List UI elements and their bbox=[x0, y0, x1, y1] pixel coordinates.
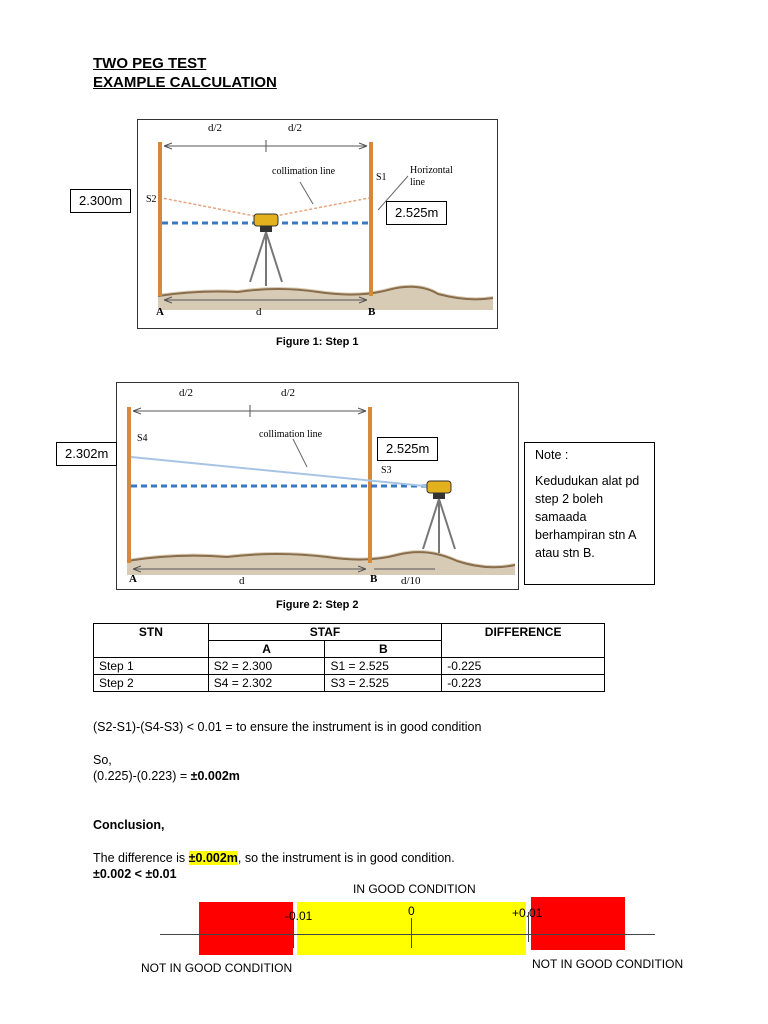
fig2-dim-right: d/2 bbox=[281, 387, 296, 399]
calc-result: ±0.002m bbox=[190, 769, 240, 783]
figure-2 bbox=[116, 382, 519, 590]
comparison-text: ±0.002 < ±0.01 bbox=[93, 867, 177, 881]
fig1-horizontal-label-2: line bbox=[410, 177, 425, 188]
note-line: step 2 boleh bbox=[535, 492, 604, 506]
figure-2-diagram bbox=[117, 383, 518, 589]
header-staf: STAF bbox=[208, 624, 442, 641]
cell-b: S1 = 2.525 bbox=[325, 658, 442, 675]
title-line-2: EXAMPLE CALCULATION bbox=[93, 74, 277, 91]
fig1-callout-left: 2.300m bbox=[70, 189, 131, 213]
tick-zero-label: 0 bbox=[408, 904, 415, 918]
calc-prefix: (0.225)-(0.223) = bbox=[93, 769, 191, 783]
bad-condition-label-left: NOT IN GOOD CONDITION bbox=[141, 961, 293, 975]
tick-neg-label: -0.01 bbox=[285, 909, 313, 923]
tick-pos-label: +0.01 bbox=[512, 906, 543, 920]
conclusion-heading: Conclusion, bbox=[93, 818, 165, 832]
fig2-label-b: B bbox=[370, 573, 378, 585]
page-title bbox=[93, 54, 277, 92]
title-line-1: TWO PEG TEST bbox=[93, 55, 207, 72]
cell-stn: Step 2 bbox=[94, 675, 209, 692]
note-line: berhampiran stn A bbox=[535, 528, 637, 542]
rule-text: (S2-S1)-(S4-S3) < 0.01 = to ensure the instrument is in good condition bbox=[93, 720, 482, 734]
header-stn: STN bbox=[94, 624, 209, 658]
fig2-callout-left: 2.302m bbox=[56, 442, 117, 466]
fig2-callout-right: 2.525m bbox=[377, 437, 438, 461]
note-title: Note : bbox=[535, 448, 569, 462]
fig1-horizontal-label-1: Horizontal bbox=[410, 165, 453, 176]
calculation-line bbox=[93, 768, 240, 784]
staff-readings-table bbox=[93, 623, 605, 692]
cell-a: S4 = 2.302 bbox=[208, 675, 325, 692]
cell-diff: -0.225 bbox=[442, 658, 605, 675]
note-line: atau stn B. bbox=[535, 546, 595, 560]
fig1-collimation-label: collimation line bbox=[272, 166, 336, 177]
diff-prefix: The difference is bbox=[93, 851, 189, 865]
table-header-row bbox=[94, 624, 605, 641]
table-row bbox=[94, 675, 605, 692]
fig1-callout-right: 2.525m bbox=[386, 201, 447, 225]
fig1-staff-right: S1 bbox=[376, 172, 387, 183]
fig1-dim-left: d/2 bbox=[208, 122, 223, 134]
bad-zone-left bbox=[199, 902, 293, 955]
fig1-label-b: B bbox=[368, 306, 376, 318]
note-box bbox=[524, 442, 655, 585]
tick-zero-mark bbox=[411, 918, 412, 948]
fig2-dist-short: d/10 bbox=[401, 575, 421, 587]
note-line: samaada bbox=[535, 510, 587, 524]
fig2-staff-left: S4 bbox=[137, 433, 148, 444]
fig1-staff-left: S2 bbox=[146, 194, 157, 205]
figure-2-caption: Figure 2: Step 2 bbox=[276, 599, 359, 611]
cell-stn: Step 1 bbox=[94, 658, 209, 675]
fig2-label-a: A bbox=[129, 573, 137, 585]
header-a: A bbox=[208, 641, 325, 658]
cell-a: S2 = 2.300 bbox=[208, 658, 325, 675]
fig2-dim-left: d/2 bbox=[179, 387, 194, 399]
diff-value-highlight: ±0.002m bbox=[188, 851, 238, 865]
cell-diff: -0.223 bbox=[442, 675, 605, 692]
so-text: So, bbox=[93, 753, 112, 767]
bad-condition-label-right: NOT IN GOOD CONDITION bbox=[532, 957, 684, 971]
header-difference: DIFFERENCE bbox=[442, 624, 605, 658]
scale-axis bbox=[160, 934, 655, 935]
fig1-dist: d bbox=[256, 306, 262, 318]
table-row bbox=[94, 658, 605, 675]
fig1-label-a: A bbox=[156, 306, 164, 318]
fig2-dist: d bbox=[239, 575, 245, 587]
bad-zone-right bbox=[531, 897, 625, 950]
fig2-collimation-label: collimation line bbox=[259, 429, 323, 440]
header-b: B bbox=[325, 641, 442, 658]
diff-suffix: , so the instrument is in good condition. bbox=[237, 851, 455, 865]
fig1-dim-right: d/2 bbox=[288, 122, 303, 134]
cell-b: S3 = 2.525 bbox=[325, 675, 442, 692]
note-line: Kedudukan alat pd bbox=[535, 474, 640, 488]
good-condition-label: IN GOOD CONDITION bbox=[353, 882, 476, 896]
difference-statement bbox=[93, 850, 455, 866]
fig2-staff-right: S3 bbox=[381, 465, 392, 476]
figure-1-caption: Figure 1: Step 1 bbox=[276, 336, 359, 348]
